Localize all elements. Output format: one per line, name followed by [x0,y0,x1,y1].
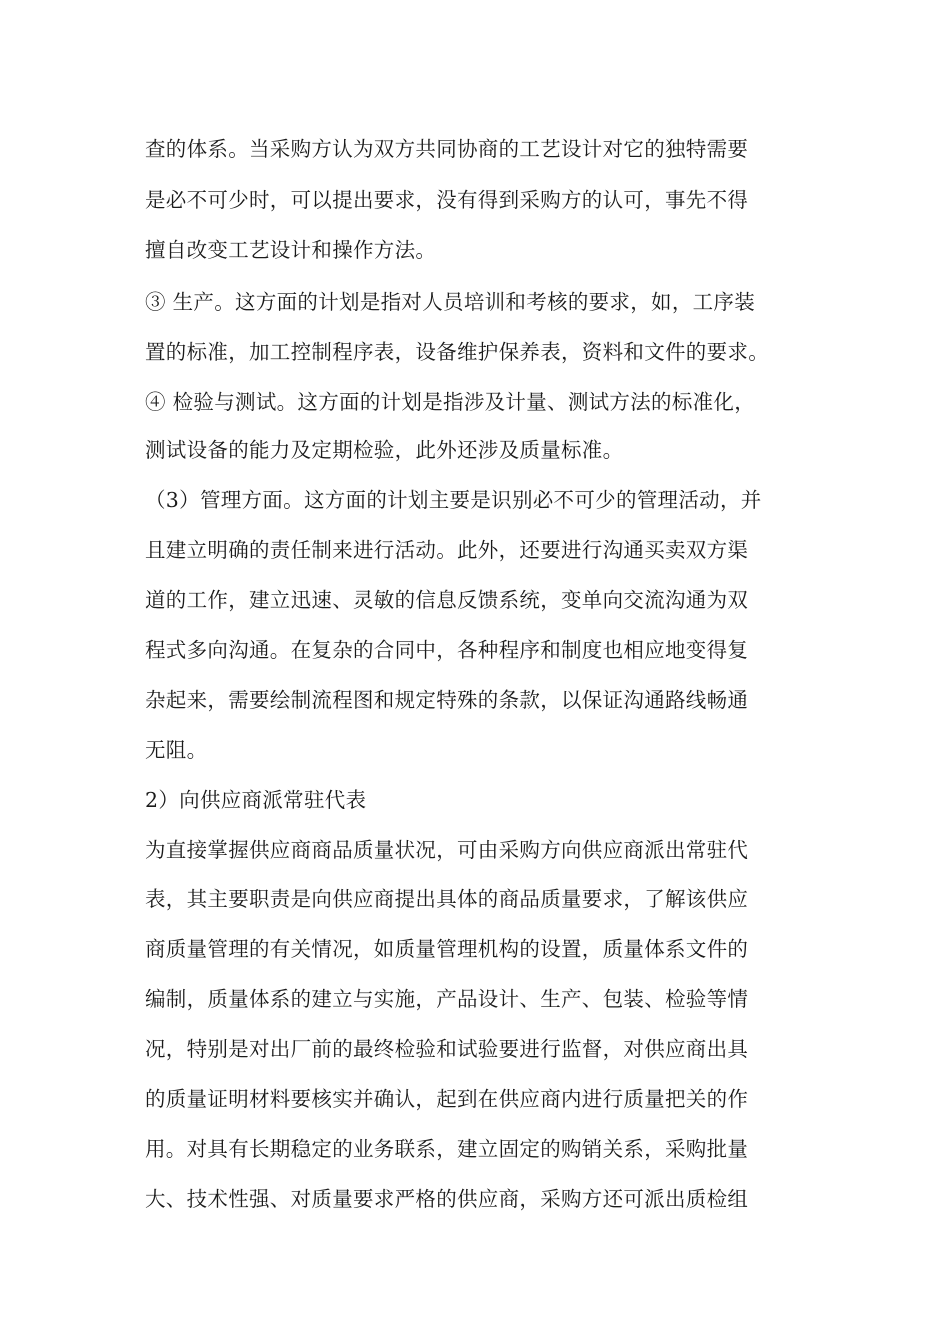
text-line-12: 杂起来，需要绘制流程图和规定特殊的条款，以保证沟通路线畅通 [145,688,749,712]
text-line-21: 用。对具有长期稳定的业务联系，建立固定的购销关系，采购批量 [145,1137,749,1161]
section-heading: 2）向供应商派常驻代表 [145,788,367,812]
text-line-19: 况，特别是对出厂前的最终检验和试验要进行监督，对供应商出具 [145,1037,749,1061]
text-line-6: ④ 检验与测试。这方面的计划是指涉及计量、测试方法的标准化， [145,390,756,414]
text-line-16: 表，其主要职责是向供应商提出具体的商品质量要求，了解该供应 [145,887,749,911]
text-line-20: 的质量证明材料要核实并确认，起到在供应商内进行质量把关的作 [145,1087,749,1111]
text-line-15: 为直接掌握供应商商品质量状况，可由采购方向供应商派出常驻代 [145,838,749,862]
text-line-22: 大、技术性强、对质量要求严格的供应商，采购方还可派出质检组 [145,1187,749,1211]
text-line-7: 测试设备的能力及定期检验，此外还涉及质量标准。 [145,438,624,462]
text-line-5: 置的标准，加工控制程序表，设备维护保养表，资料和文件的要求。 [145,340,769,364]
text-line-2: 是必不可少时，可以提出要求，没有得到采购方的认可，事先不得 [145,188,749,212]
text-line-8: （3）管理方面。这方面的计划主要是识别必不可少的管理活动，并 [145,488,762,512]
text-line-4: ③ 生产。这方面的计划是指对人员培训和考核的要求，如，工序装 [145,290,756,314]
text-line-9: 且建立明确的责任制来进行活动。此外，还要进行沟通买卖双方渠 [145,538,749,562]
text-line-1: 查的体系。当采购方认为双方共同协商的工艺设计对它的独特需要 [145,137,749,161]
text-line-10: 道的工作，建立迅速、灵敏的信息反馈系统，变单向交流沟通为双 [145,588,749,612]
text-line-17: 商质量管理的有关情况，如质量管理机构的设置，质量体系文件的 [145,937,749,961]
text-line-11: 程式多向沟通。在复杂的合同中，各种程序和制度也相应地变得复 [145,638,749,662]
text-line-3: 擅自改变工艺设计和操作方法。 [145,238,437,262]
text-line-18: 编制，质量体系的建立与实施，产品设计、生产、包装、检验等情 [145,987,749,1011]
text-line-13: 无阻。 [145,738,208,762]
